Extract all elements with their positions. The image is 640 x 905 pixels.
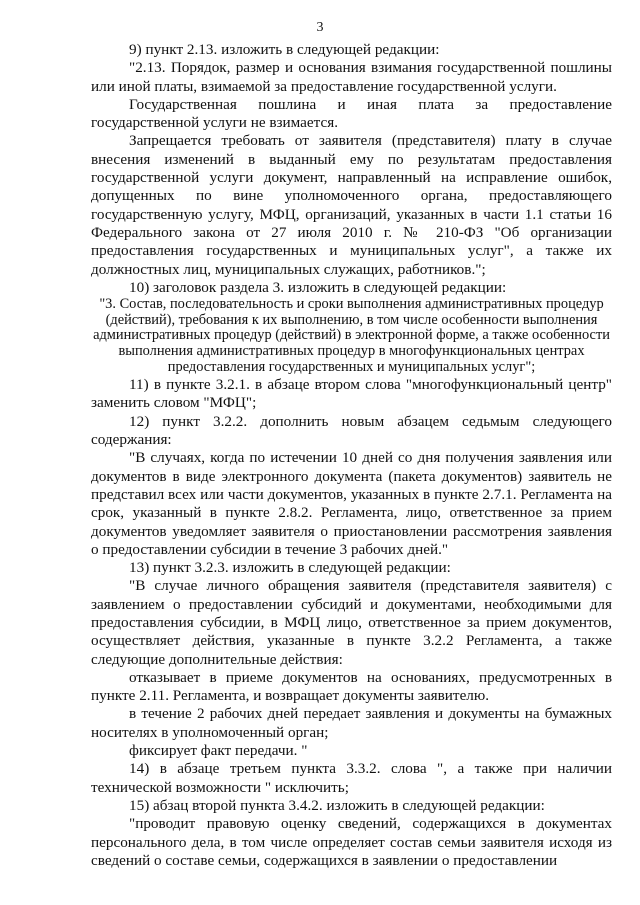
paragraph-item-11: 11) в пункте 3.2.1. в абзаце втором слова "многофункциональный центр" заменить словом "МФЦ"; xyxy=(91,376,612,412)
paragraph-record: фиксирует факт передачи. " xyxy=(129,742,308,760)
paragraph-refuse: отказывает в приеме документов на основаниях, предусмотренных в пункте 2.11. Регламента, и возвращает документы заявителю. xyxy=(91,668,612,705)
paragraph-item-12: 12) пункт 3.2.2. дополнить новым абзацем седьмым следующего содержания: xyxy=(91,412,612,449)
paragraph-transfer: в течение 2 рабочих дней передает заявления и документы на бумажных носителях в уполномоченный орган; xyxy=(91,705,612,741)
section-3-heading: "3. Состав, последовательность и сроки выполнения административных процедур (действий), требования к их выполнению, в том числе особенности выполнения административных процедур (действий) в электронной форме, а также особенности выполнения административных процедур в многофункциональных центрах предоставления государственных и муниципальных услуг"; xyxy=(93,296,610,375)
paragraph-item-14: 14) в абзаце третьем пункта 3.3.2. слова ", а также при наличии технической возможности " исключить; xyxy=(91,760,612,796)
paragraph-item-10: 10) заголовок раздела 3. изложить в следующей редакции: xyxy=(129,278,507,296)
paragraph-quote-2-13: "2.13. Порядок, размер и основания взимания государственной пошлины или иной платы, взимаемой за предоставление государственной услуги. xyxy=(91,59,612,95)
paragraph-fee: Государственная пошлина и иная плата за предоставление государственной услуги не взимается. xyxy=(91,95,612,132)
page-number: 3 xyxy=(316,20,324,35)
paragraph-item-13: 13) пункт 3.2.3. изложить в следующей редакции: xyxy=(129,559,451,577)
paragraph-item-15: 15) абзац второй пункта 3.4.2. изложить в следующей редакции: xyxy=(129,796,545,814)
paragraph-prohibition: Запрещается требовать от заявителя (представителя) плату в случае внесения изменений в выданный ему по результатам предоставления государственной услуги документ, направленный на исправление ошибок, допущенных по вине уполномоченного органа, предоставляющего государственную услугу, МФЦ, организаций, указанных в части 1.1 статьи 16 Федерального закона от 27 июля 2010 г. № 210-ФЗ "Об организации предоставления государственных и муниципальных услуг", а также их должностных лиц, муниципальных служащих, работников."; xyxy=(91,132,612,278)
paragraph-quote-3-4-2: "проводит правовую оценку сведений, содержащихся в документах персонального дела, в том числе определяет состав семьи заявителя исходя из сведений о составе семьи, содержащихся в заявлении о предоставлении xyxy=(91,815,612,869)
paragraph-item-9: 9) пункт 2.13. изложить в следующей редакции: xyxy=(129,41,440,58)
paragraph-quote-3-2-2: "В случаях, когда по истечении 10 дней со дня получения заявления или документов в виде электронного документа (пакета документов) заявитель не представил всех или части документов, указанных в пункте 2.7.1. Регламента на срок, указанный в пункте 2.8.2. Регламента, лицо, ответственное за прием документов уведомляет заявителя о приостановлении рассмотрения заявления о предоставлении субсидии в течение 3 рабочих дней." xyxy=(91,449,612,558)
document-body xyxy=(91,41,612,870)
paragraph-quote-3-2-3: "В случае личного обращения заявителя (представителя заявителя) с заявлением о предоставлении субсидий и документами, необходимыми для предоставления субсидии, в МФЦ лицо, ответственное за прием документов, осуществляет действия, указанные в пункте 3.2.2 Регламента, а также следующие дополнительные действия: xyxy=(91,577,612,668)
